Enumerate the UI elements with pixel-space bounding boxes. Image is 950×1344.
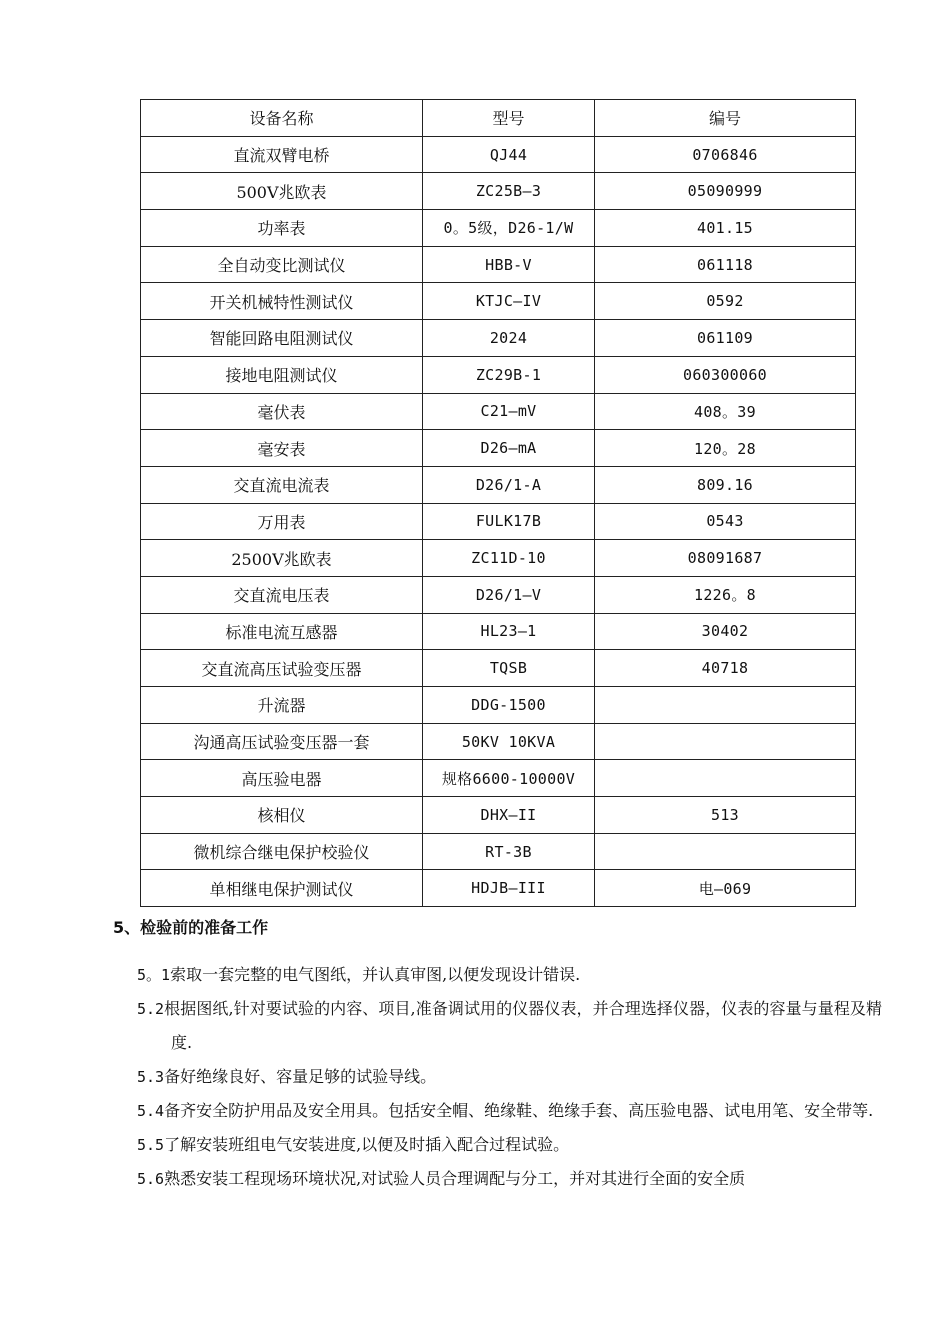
table-header-row: [141, 100, 856, 137]
preparation-step: [137, 958, 882, 992]
serial-cell: 08091687: [595, 540, 856, 577]
serial-cell: [595, 833, 856, 870]
equipment-name-cell: 升流器: [141, 687, 423, 724]
section-heading: 5、检验前的准备工作: [113, 918, 269, 937]
model-cell: KTJC—IV: [423, 283, 595, 320]
table-row: [141, 430, 856, 467]
equipment-name-cell: 高压验电器: [141, 760, 423, 797]
equipment-name-cell: 标准电流互感器: [141, 613, 423, 650]
equipment-name-cell: 交直流电压表: [141, 576, 423, 613]
equipment-name-cell: 全自动变比测试仪: [141, 246, 423, 283]
model-cell: DDG-1500: [423, 687, 595, 724]
step-number: 5.3: [137, 1068, 165, 1086]
table-row: [141, 320, 856, 357]
step-text: 索取一套完整的电气图纸，并认真审图,以便发现设计错误.: [170, 965, 581, 984]
table-row: [141, 210, 856, 247]
table-row: [141, 356, 856, 393]
header-model: 型号: [423, 100, 595, 137]
model-cell: QJ44: [423, 136, 595, 173]
table-row: [141, 613, 856, 650]
serial-cell: 060300060: [595, 356, 856, 393]
table-row: [141, 466, 856, 503]
model-cell: 0。5级，D26-1/W: [423, 210, 595, 247]
step-number: 5.5: [137, 1136, 165, 1154]
equipment-name-cell: 沟通高压试验变压器一套: [141, 723, 423, 760]
serial-cell: 0543: [595, 503, 856, 540]
equipment-name-cell: 2500V兆欧表: [141, 540, 423, 577]
preparation-step: [137, 1162, 882, 1196]
table-row: [141, 576, 856, 613]
serial-cell: 809.16: [595, 466, 856, 503]
equipment-name-cell: 微机综合继电保护校验仪: [141, 833, 423, 870]
model-cell: RT-3B: [423, 833, 595, 870]
table-row: [141, 833, 856, 870]
model-cell: 规格6600-10000V: [423, 760, 595, 797]
serial-cell: [595, 723, 856, 760]
equipment-name-cell: 功率表: [141, 210, 423, 247]
step-text: 备齐安全防护用品及安全用具。包括安全帽、绝缘鞋、绝缘手套、高压验电器、试电用笔、安全带等.: [164, 1101, 874, 1120]
serial-cell: 0592: [595, 283, 856, 320]
serial-cell: 1226。8: [595, 576, 856, 613]
equipment-name-cell: 单相继电保护测试仪: [141, 870, 423, 907]
model-cell: HL23—1: [423, 613, 595, 650]
serial-cell: 120。28: [595, 430, 856, 467]
serial-cell: 电—069: [595, 870, 856, 907]
model-cell: C21—mV: [423, 393, 595, 430]
header-equipment-name: 设备名称: [141, 100, 423, 137]
table-row: [141, 173, 856, 210]
table-row: [141, 393, 856, 430]
model-cell: 2024: [423, 320, 595, 357]
preparation-step: [137, 992, 882, 1060]
equipment-name-cell: 万用表: [141, 503, 423, 540]
step-number: 5.2: [137, 1000, 165, 1018]
model-cell: ZC25B—3: [423, 173, 595, 210]
preparation-step: [137, 1060, 882, 1094]
equipment-table-body: [141, 136, 856, 906]
step-text: 备好绝缘良好、容量足够的试验导线。: [164, 1067, 437, 1086]
table-row: [141, 797, 856, 834]
serial-cell: 401.15: [595, 210, 856, 247]
model-cell: ZC11D-10: [423, 540, 595, 577]
table-row: [141, 650, 856, 687]
model-cell: D26/1—V: [423, 576, 595, 613]
preparation-step: [137, 1128, 882, 1162]
serial-cell: [595, 760, 856, 797]
serial-cell: 05090999: [595, 173, 856, 210]
step-number: 5。1: [137, 966, 171, 984]
serial-cell: 513: [595, 797, 856, 834]
equipment-name-cell: 核相仪: [141, 797, 423, 834]
step-text: 了解安装班组电气安装进度,以便及时插入配合过程试验。: [164, 1135, 570, 1154]
table-row: [141, 283, 856, 320]
model-cell: HBB-V: [423, 246, 595, 283]
serial-cell: 408。39: [595, 393, 856, 430]
equipment-table: [140, 99, 856, 907]
preparation-steps: [137, 958, 882, 1196]
table-row: [141, 503, 856, 540]
equipment-name-cell: 500V兆欧表: [141, 173, 423, 210]
step-number: 5.4: [137, 1102, 165, 1120]
equipment-name-cell: 智能回路电阻测试仪: [141, 320, 423, 357]
equipment-name-cell: 交直流电流表: [141, 466, 423, 503]
equipment-name-cell: 交直流高压试验变压器: [141, 650, 423, 687]
model-cell: TQSB: [423, 650, 595, 687]
model-cell: DHX—II: [423, 797, 595, 834]
serial-cell: 061118: [595, 246, 856, 283]
serial-cell: 061109: [595, 320, 856, 357]
step-number: 5.6: [137, 1170, 165, 1188]
serial-cell: 40718: [595, 650, 856, 687]
model-cell: D26/1-A: [423, 466, 595, 503]
equipment-name-cell: 直流双臂电桥: [141, 136, 423, 173]
table-row: [141, 246, 856, 283]
model-cell: D26—mA: [423, 430, 595, 467]
table-row: [141, 760, 856, 797]
equipment-name-cell: 毫伏表: [141, 393, 423, 430]
serial-cell: [595, 687, 856, 724]
table-row: [141, 723, 856, 760]
model-cell: FULK17B: [423, 503, 595, 540]
table-row: [141, 540, 856, 577]
header-serial: 编号: [595, 100, 856, 137]
table-row: [141, 870, 856, 907]
equipment-name-cell: 接地电阻测试仪: [141, 356, 423, 393]
equipment-name-cell: 开关机械特性测试仪: [141, 283, 423, 320]
model-cell: 50KV 10KVA: [423, 723, 595, 760]
model-cell: HDJB—III: [423, 870, 595, 907]
table-row: [141, 136, 856, 173]
preparation-step: [137, 1094, 882, 1128]
serial-cell: 30402: [595, 613, 856, 650]
equipment-name-cell: 毫安表: [141, 430, 423, 467]
serial-cell: 0706846: [595, 136, 856, 173]
step-text: 根据图纸,针对要试验的内容、项目,准备调试用的仪器仪表，并合理选择仪器，仪表的容量与量程及精度.: [164, 999, 882, 1052]
model-cell: ZC29B-1: [423, 356, 595, 393]
table-row: [141, 687, 856, 724]
step-text: 熟悉安装工程现场环境状况,对试验人员合理调配与分工，并对其进行全面的安全质: [164, 1169, 746, 1188]
